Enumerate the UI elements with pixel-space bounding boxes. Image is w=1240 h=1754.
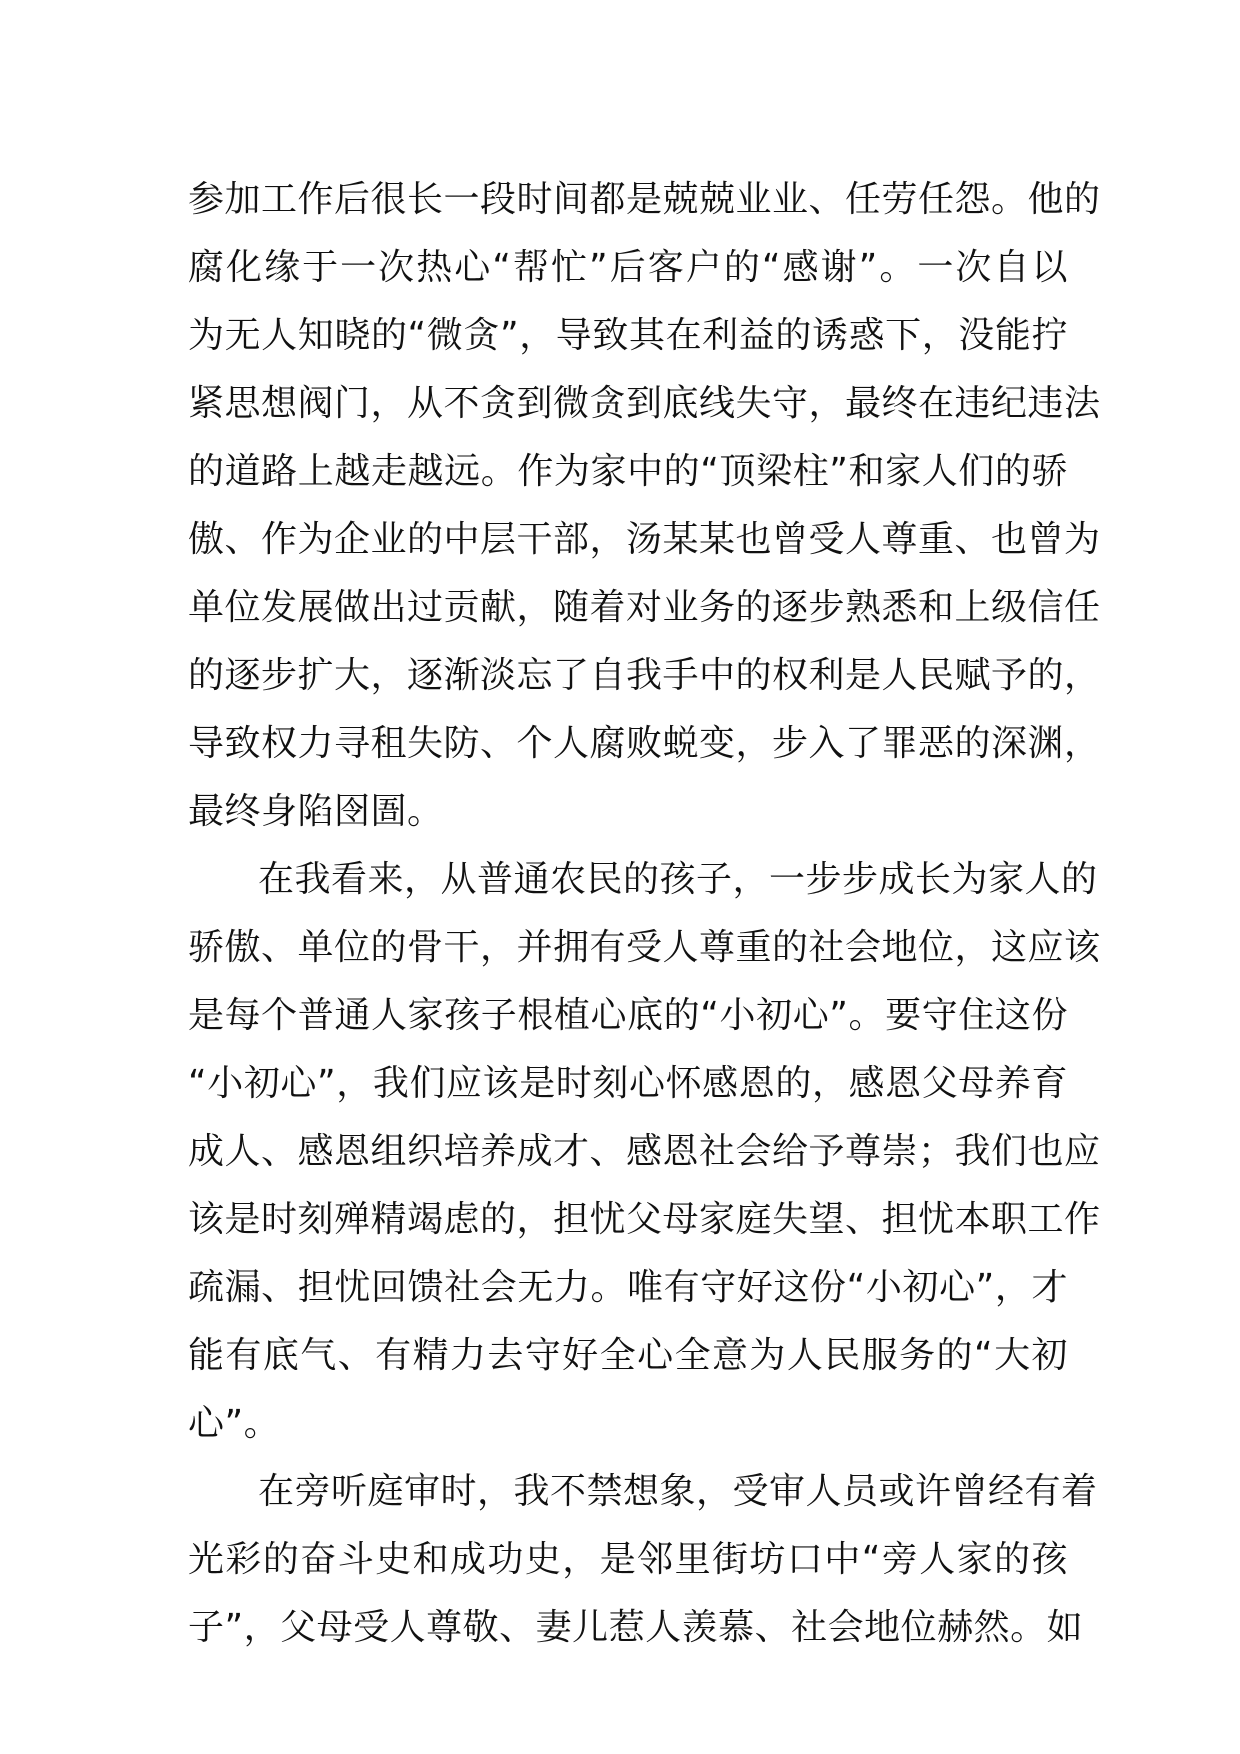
text-line: 最终身陷囹圄。 <box>188 791 444 832</box>
text-line: “小初心”，我们应该是时刻心怀感恩的，感恩父母养育 <box>188 1063 1068 1104</box>
text-line: 参加工作后很长一段时间都是兢兢业业、任劳任怨。他的 <box>188 179 1101 220</box>
text-line: 光彩的奋斗史和成功史，是邻里街坊口中“旁人家的孩 <box>188 1539 1068 1580</box>
text-line: 成人、感恩组织培养成才、感恩社会给予尊崇；我们也应 <box>188 1131 1101 1172</box>
text-line: 腐化缘于一次热心“帮忙”后客户的“感谢”。一次自以 <box>188 247 1068 288</box>
text-line: 骄傲、单位的骨干，并拥有受人尊重的社会地位，这应该 <box>188 927 1101 968</box>
text-line: 单位发展做出过贡献，随着对业务的逐步熟悉和上级信任 <box>188 587 1101 628</box>
text-line: 为无人知晓的“微贪”，导致其在利益的诱惑下，没能拧 <box>188 315 1068 356</box>
paragraph-1 <box>188 166 1101 846</box>
paragraph-3 <box>188 1458 1098 1662</box>
text-line: 是每个普通人家孩子根植心底的“小初心”。要守住这份 <box>188 995 1068 1036</box>
text-line: 心”。 <box>188 1403 281 1444</box>
text-line: 傲、作为企业的中层干部，汤某某也曾受人尊重、也曾为 <box>188 519 1101 560</box>
text-line: 该是时刻殚精竭虑的，担忧父母家庭失望、担忧本职工作 <box>188 1199 1101 1240</box>
paragraph-2 <box>188 846 1101 1458</box>
text-line: 在我看来，从普通农民的孩子，一步步成长为家人的 <box>258 859 1098 900</box>
text-line: 紧思想阀门，从不贪到微贪到底线失守，最终在违纪违法 <box>188 383 1101 424</box>
text-line: 的道路上越走越远。作为家中的“顶梁柱”和家人们的骄 <box>188 451 1068 492</box>
document-body <box>188 166 1101 1662</box>
text-line: 能有底气、有精力去守好全心全意为人民服务的“大初 <box>188 1335 1068 1376</box>
text-line: 的逐步扩大，逐渐淡忘了自我手中的权利是人民赋予的， <box>188 655 1101 696</box>
text-line: 疏漏、担忧回馈社会无力。唯有守好这份“小初心”，才 <box>188 1267 1068 1308</box>
text-line: 在旁听庭审时，我不禁想象，受审人员或许曾经有着 <box>258 1471 1098 1512</box>
text-line: 导致权力寻租失防、个人腐败蜕变，步入了罪恶的深渊， <box>188 723 1101 764</box>
text-line: 子”，父母受人尊敬、妻儿惹人羡慕、社会地位赫然。如 <box>188 1607 1084 1648</box>
